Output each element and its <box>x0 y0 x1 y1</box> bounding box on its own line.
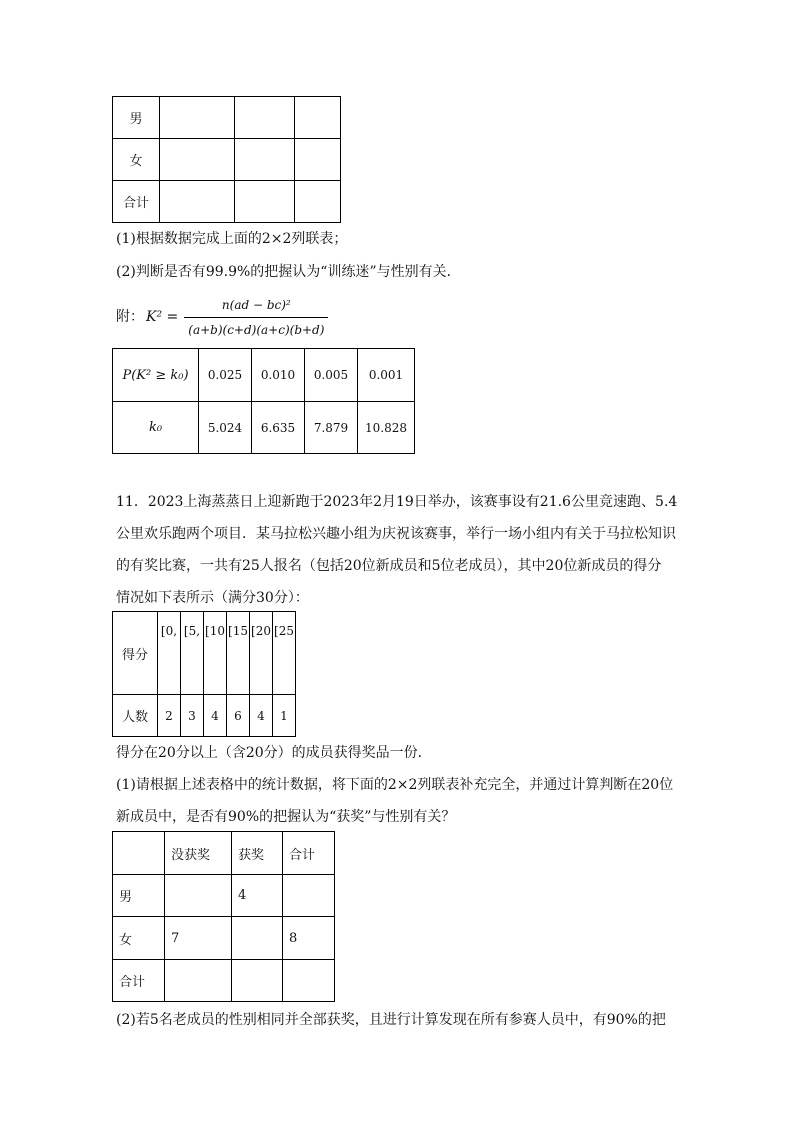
count-value: 1 <box>273 695 296 737</box>
table-cell: 8 <box>283 917 335 960</box>
q10-part2: (2)判断是否有99.9%的把握认为“训练迷”与性别有关． <box>116 264 461 280</box>
table-cell <box>165 960 232 1002</box>
score-interval: [25 <box>273 612 296 695</box>
contingency-table <box>112 831 335 1002</box>
k-header: k₀ <box>113 402 199 454</box>
formula-fraction <box>184 295 328 340</box>
row-label: 女 <box>113 917 165 960</box>
table-cell <box>232 917 283 960</box>
q10-part1: (1)根据数据完成上面的2×2列联表； <box>116 231 348 247</box>
table-cell <box>283 875 335 917</box>
column-header: 没获奖 <box>165 832 232 875</box>
p-value: 0.005 <box>305 349 358 402</box>
row-label: 男 <box>113 875 165 917</box>
score-distribution-table <box>112 611 296 737</box>
p-value: 0.010 <box>252 349 305 402</box>
table-cell <box>165 875 232 917</box>
p-value: 0.001 <box>358 349 415 402</box>
formula-numerator: n(ad − bc)² <box>184 295 328 318</box>
score-interval: [15 <box>227 612 250 695</box>
critical-value-table <box>112 348 415 454</box>
k-value: 7.879 <box>305 402 358 454</box>
award-note: 得分在20分以上（含20分）的成员获得奖品一份． <box>116 745 432 761</box>
table-cell: 4 <box>232 875 283 917</box>
k-value: 10.828 <box>358 402 415 454</box>
table-cell <box>283 960 335 1002</box>
formula-lhs: K² = <box>146 309 179 325</box>
gender-table-top <box>112 96 341 223</box>
q11-part2-line1: (2)若5名老成员的性别相同并全部获奖，且进行计算发现在所有参赛人员中，有90%的把 <box>116 1012 666 1028</box>
q11-line3: 的有奖比赛，一共有25人报名（包括20位新成员和5位老成员），其中20位新成员的得分 <box>116 558 662 574</box>
row-label: 女 <box>113 139 160 181</box>
corner-cell <box>113 832 165 875</box>
count-value: 4 <box>250 695 273 737</box>
column-header: 合计 <box>283 832 335 875</box>
score-header: 得分 <box>113 612 158 695</box>
q11-part1-line1: (1)请根据上述表格中的统计数据，将下面的2×2列联表补充完全，并通过计算判断在20位 <box>116 777 674 793</box>
q11-line4: 情况如下表所示（满分30分）： <box>116 590 309 606</box>
score-interval: [20 <box>250 612 273 695</box>
p-value: 0.025 <box>199 349 252 402</box>
row-label: 合计 <box>113 960 165 1002</box>
q11-line1: 11．2023上海蒸蒸日上迎新跑于2023年2月19日举办，该赛事设有21.6公里竞速跑、5.4 <box>116 494 678 510</box>
k-squared-formula <box>116 296 328 338</box>
count-value: 3 <box>181 695 204 737</box>
formula-denominator: (a+b)(c+d)(a+c)(b+d) <box>188 322 325 337</box>
q11-line2: 公里欢乐跑两个项目．某马拉松兴趣小组为庆祝该赛事，举行一场小组内有关于马拉松知识 <box>116 526 676 542</box>
score-interval: [10 <box>204 612 227 695</box>
row-label: 合计 <box>113 181 160 223</box>
p-header: P(K² ≥ k₀) <box>113 349 199 402</box>
row-label: 男 <box>113 97 160 139</box>
k-value: 6.635 <box>252 402 305 454</box>
count-value: 6 <box>227 695 250 737</box>
count-value: 4 <box>204 695 227 737</box>
appendix-prefix: 附： <box>116 309 144 325</box>
q11-part1-line2: 新成员中，是否有90%的把握认为“获奖”与性别有关？ <box>116 809 456 825</box>
count-header: 人数 <box>113 695 158 737</box>
score-interval: [0, <box>158 612 181 695</box>
table-cell: 7 <box>165 917 232 960</box>
column-header: 获奖 <box>232 832 283 875</box>
table-cell <box>232 960 283 1002</box>
k-value: 5.024 <box>199 402 252 454</box>
score-interval: [5, <box>181 612 204 695</box>
count-value: 2 <box>158 695 181 737</box>
